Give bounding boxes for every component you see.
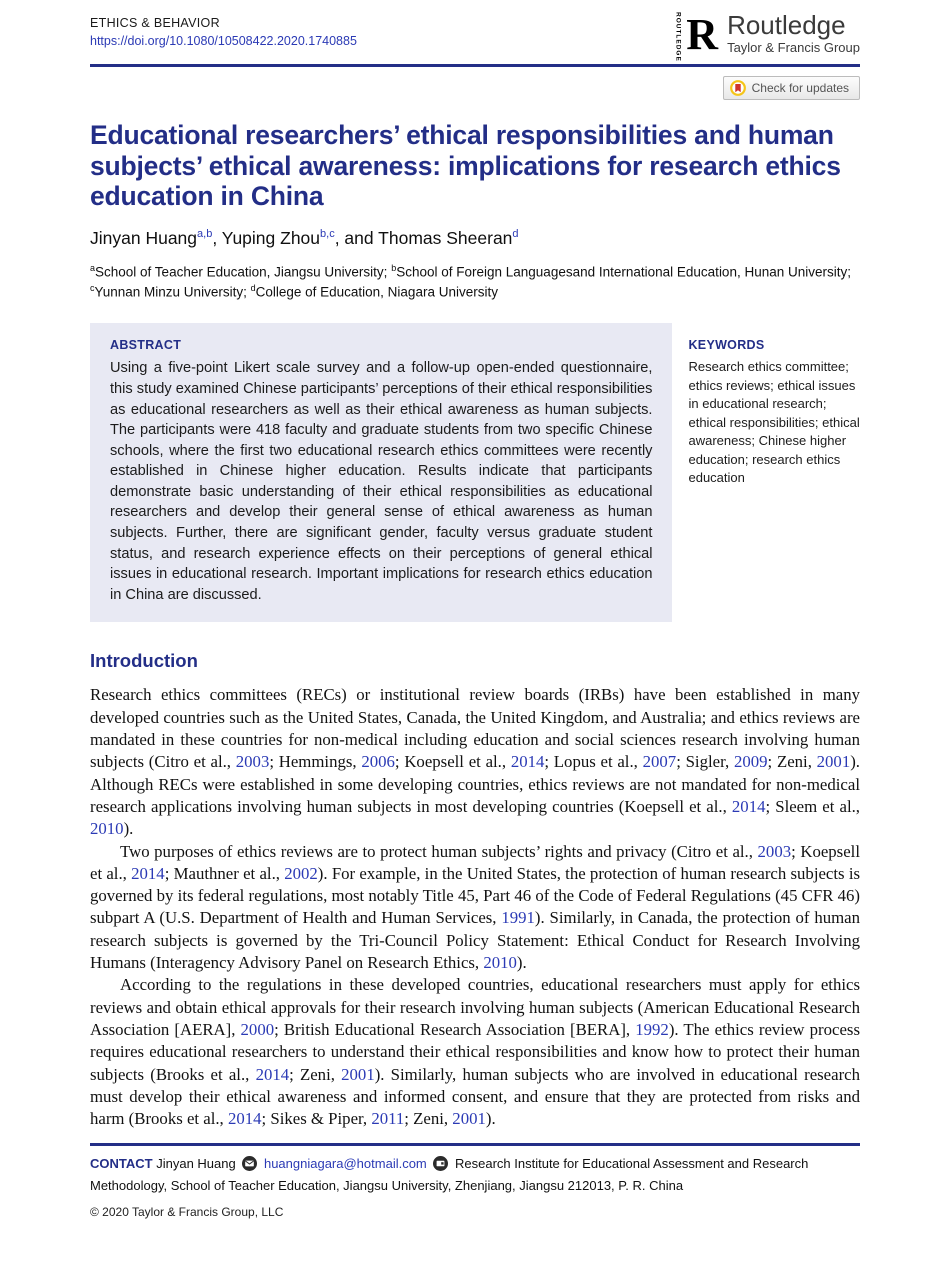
abstract-text: Using a five-point Likert scale survey and a follow-up open-ended questionnaire, this study examined Chinese participants’ perceptions of their ethical responsibilities as educational researchers as well as their ethical awareness as human subjects. The participants were 418 faculty and graduate students from two specific Chinese schools, where the first two educational research ethics committees were recently established in Chinese higher education. Results indicate that participants demonstrate basic understanding of their ethical responsibilities as educational researchers and develop their general sense of ethical awareness as human subjects. Further, there are significant gender, faculty versus graduate student status, and research experience effects on their perceptions of general ethical issues in educational research. Important implications for research ethics education in China are discussed. bbox=[110, 360, 653, 603]
logo-group: Taylor & Francis Group bbox=[727, 40, 860, 56]
copyright-line: © 2020 Taylor & Francis Group, LLC bbox=[90, 1204, 284, 1219]
article-title: Educational researchers’ ethical responsibilities and human subjects’ ethical awareness: implications for research ethics education in China bbox=[90, 120, 841, 212]
paragraph-3: According to the regulations in these developed countries, educational researchers must apply for ethics reviews and obtain ethical approvals for their research involving human subjects (American Educational Research Association [AERA], 2000; British Educational Research Association [BERA], 1992). The ethics review process requires educational researchers to understand their ethical responsibilities and know how to protect their human subjects (Brooks et al., 2014; Zeni, 2001). Similarly, human subjects who are involved in educational research must develop their ethical awareness and informed consent, and ensure that they are protected from risks and harm (Brooks et al., 2014; Sikes & Piper, 2011; Zeni, 2001). bbox=[90, 975, 860, 1129]
keywords-panel bbox=[688, 323, 860, 622]
keywords-text: Research ethics committee; ethics reviews; ethical issues in educational research; ethical responsibilities; ethical awareness; Chinese higher education; research ethics education bbox=[688, 359, 860, 486]
paragraph-2: Two purposes of ethics reviews are to protect human subjects’ rights and privacy (Citro et al., 2003; Koepsell et al., 2014; Mauthner et al., 2002). For example, in the United States, the protection of human research subjects is governed by its federal regulations, most notably Title 45, Part 46 of the Code of Federal Regulations (45 CFR 46) subpart A (U.S. Department of Health and Human Services, 1991). Similarly, in Canada, the protection of human research subjects is governed by the Tri-Council Policy Statement: Ethical Conduct for Research Involving Humans (Interagency Advisory Panel on Research Ethics, 2010). bbox=[90, 841, 861, 973]
paragraph-1: Research ethics committees (RECs) or institutional review boards (IRBs) have been established in many developed countries such as the United States, Canada, the United Kingdom, and Australia; and ethics reviews are mandated in these countries for non-medical including education and social sciences research involving human subjects (Citro et al., 2003; Hemmings, 2006; Koepsell et al., 2014; Lopus et al., 2007; Sigler, 2009; Zeni, 2001). Although RECs were established in some developing countries, ethics reviews are not mandated for non-medical research applications involving human subjects in most developing countries (Koepsell et al., 2014; Sleem et al., 2010). bbox=[90, 685, 860, 839]
journal-info bbox=[90, 16, 357, 50]
keywords-label: KEYWORDS bbox=[688, 338, 765, 353]
check-for-updates-label: Check for updates bbox=[751, 81, 849, 95]
check-for-updates-button[interactable] bbox=[723, 76, 860, 100]
routledge-logo bbox=[674, 10, 860, 62]
logo-brand: Routledge bbox=[727, 10, 846, 40]
journal-title: ETHICS & BEHAVIOR bbox=[90, 16, 220, 30]
authors-line: Jinyan Huang$^{a,b}$, Yuping Zhou$^{b,c}$, and Thomas Sheeran$^d$ bbox=[90, 228, 519, 249]
contact-line bbox=[90, 1154, 860, 1196]
body-text bbox=[90, 684, 860, 1131]
abstract-keywords-row bbox=[90, 323, 860, 622]
header-rule bbox=[90, 64, 860, 67]
page-header bbox=[90, 10, 860, 62]
logo-vertical-text: ROUTLEDGE bbox=[674, 12, 682, 62]
contact-label: CONTACT bbox=[90, 1155, 153, 1171]
section-heading-introduction: Introduction bbox=[90, 650, 198, 672]
crossmark-icon bbox=[730, 80, 746, 96]
contact-name: Jinyan Huang bbox=[156, 1155, 236, 1171]
affiliations: $^a$School of Teacher Education, Jiangsu University; $^b$School of Foreign Languagesand International Education, Hunan University; $^c$Yunnan Minzu University; $^d$College of Education, Niagara University bbox=[90, 263, 851, 300]
footer-rule bbox=[90, 1143, 860, 1146]
logo-wordmark bbox=[727, 12, 860, 55]
badge-row bbox=[90, 76, 860, 100]
abstract-panel bbox=[90, 323, 672, 622]
doi-link[interactable]: https://doi.org/10.1080/10508422.2020.1740885 bbox=[90, 34, 357, 48]
abstract-label: ABSTRACT bbox=[110, 338, 182, 353]
logo-r-mark: R bbox=[686, 10, 719, 59]
envelope-icon bbox=[242, 1156, 257, 1177]
building-icon bbox=[433, 1156, 448, 1177]
email-link[interactable]: huangniagara@hotmail.com bbox=[263, 1155, 427, 1171]
contact-address: Research Institute for Educational Assessment and Research Methodology, School of Teacher Education, Jiangsu University, Zhenjiang, Jiangsu 212013, P. R. China bbox=[90, 1155, 809, 1194]
